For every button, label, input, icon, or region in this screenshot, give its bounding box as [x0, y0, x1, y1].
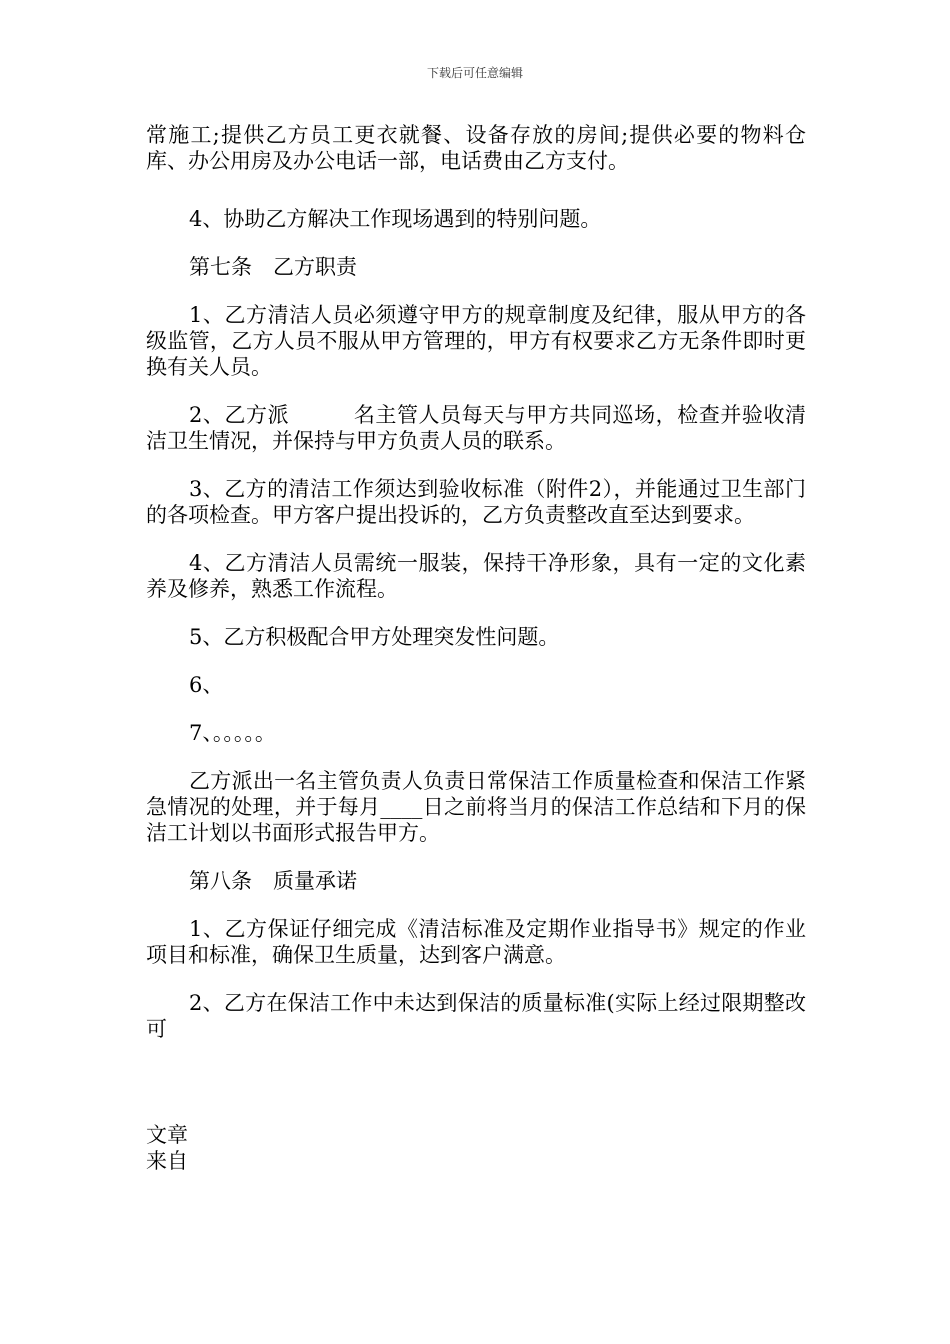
section-heading-article-8: 第八条 质量承诺	[189, 869, 357, 893]
paragraph-quality-1: 1、乙方保证仔细完成《清洁标准及定期作业指导书》规定的作业项目和标准，确保卫生质量，达到客户满意。	[146, 917, 806, 967]
footer-note	[146, 1122, 188, 1174]
paragraph-duty-2: 2、乙方派 名主管人员每天与甲方共同巡场，检查并验收清洁卫生情况，并保持与甲方负责人员的联系。	[146, 403, 806, 453]
footer-line-1: 文章	[146, 1123, 188, 1147]
page-header: 下载后可任意编辑	[426, 66, 523, 80]
paragraph-item-4: 4、协助乙方解决工作现场遇到的特别问题。	[189, 207, 602, 231]
paragraph-duty-4: 4、乙方清洁人员需统一服装，保持干净形象，具有一定的文化素养及修养，熟悉工作流程。	[146, 551, 806, 601]
paragraph-duty-6: 6、	[189, 673, 224, 697]
paragraph-continuation: 常施工;提供乙方员工更衣就餐、设备存放的房间;提供必要的物料仓库、办公用房及办公电话一部，电话费由乙方支付。	[146, 123, 806, 173]
paragraph-quality-2: 2、乙方在保洁工作中未达到保洁的质量标准(实际上经过限期整改可	[146, 991, 806, 1041]
paragraph-supervisor: 乙方派出一名主管负责人负责日常保洁工作质量检查和保洁工作紧急情况的处理，并于每月____日之前将当月的保洁工作总结和下月的保洁工计划以书面形式报告甲方。	[146, 769, 806, 845]
section-heading-article-7: 第七条 乙方职责	[189, 255, 357, 279]
paragraph-duty-3: 3、乙方的清洁工作须达到验收标准（附件2），并能通过卫生部门的各项检查。甲方客户提出投诉的，乙方负责整改直至达到要求。	[146, 477, 806, 527]
paragraph-duty-1: 1、乙方清洁人员必须遵守甲方的规章制度及纪律，服从甲方的各级监管，乙方人员不服从甲方管理的，甲方有权要求乙方无条件即时更换有关人员。	[146, 303, 806, 379]
paragraph-duty-7: 7、。。。。。	[189, 721, 276, 745]
footer-line-2: 来自	[146, 1149, 188, 1173]
document-body	[146, 122, 806, 1064]
paragraph-duty-5: 5、乙方积极配合甲方处理突发性问题。	[189, 625, 560, 649]
